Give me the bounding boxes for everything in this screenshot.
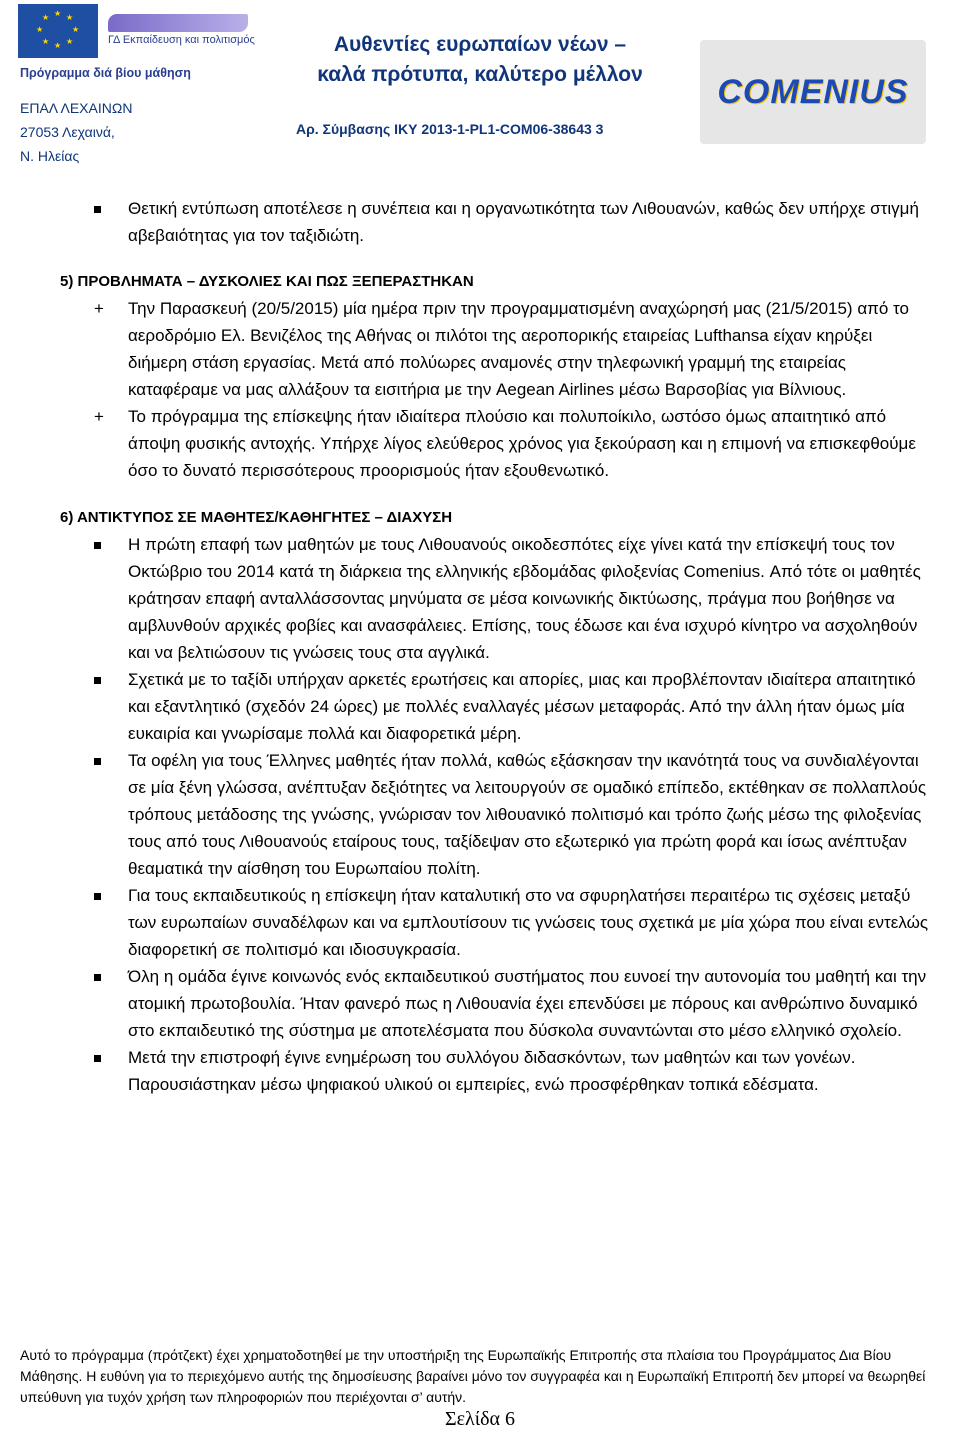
list-item (60, 403, 930, 484)
comenius-logo (700, 40, 926, 144)
section-5 (60, 268, 930, 484)
plus-bullet-icon: + (94, 407, 104, 426)
section-6 (60, 504, 930, 1098)
list-item (60, 963, 930, 1044)
list-item (60, 531, 930, 666)
contract-number: Αρ. Σύμβασης ΙΚΥ 2013-1-PL1-COM06-38643 3 (296, 121, 604, 137)
list-item (60, 195, 930, 249)
list-item (60, 747, 930, 882)
square-bullet-icon (94, 893, 101, 900)
square-bullet-icon (94, 677, 101, 684)
document-body (60, 195, 930, 1098)
item-text: Θετική εντύπωση αποτέλεσε η συνέπεια και η οργανωτικότητα των Λιθουανών, καθώς δεν υπήρχε στιγμή αβεβαιότητας για τον ταξιδιώτη. (128, 199, 919, 245)
item-text: Για τους εκπαιδευτικούς η επίσκεψη ήταν καταλυτική στο να σφυρηλατήσει περαιτέρω τις σχέσεις μεταξύ των ευρωπαίων συναδέλφων και να εμπλουτίσουν τις γνώσεις τους σχετικά με μία χώρα που είναι εντελώς διαφορετική σε πολιτισμό και ιδιοσυγκρασία. (128, 886, 929, 959)
comenius-logo-text: COMENIUS (717, 72, 909, 111)
program-name: Πρόγραμμα διά βίου μάθηση (20, 66, 191, 80)
address-line: ΕΠΑΛ ΛΕΧΑΙΝΩΝ (20, 100, 133, 116)
section-heading: 6) ΑΝΤΙΚΤΥΠΟΣ ΣΕ ΜΑΘΗΤΕΣ/ΚΑΘΗΓΗΤΕΣ – ΔΙΑΧΥΣΗ (60, 509, 453, 526)
item-text: Τα οφέλη για τους Έλληνες μαθητές ήταν πολλά, καθώς εξάσκησαν την ικανότητά τους να συνδιαλέγονται σε μία ξένη γλώσσα, ανέπτυξαν δεξιότητες να λειτουργούν σε ομαδικό επίπεδο, εκτέθηκαν σε πολλαπλούς τρόπους μετάδοσης της γνώσης, γνώρισαν τον λιθουανικό πολιτισμό και τρόπο ζωής μέσω της φιλοξενίας τους από τους Λιθουανούς εταίρους τους, ταξίδεψαν στο εξωτερικό για πρώτη φορά και ίσως ανέπτυξαν θεαματικά την αίσθηση του Ευρωπαίου πολίτη. (128, 751, 927, 878)
list-item (60, 1044, 930, 1098)
item-text: Σχετικά με το ταξίδι υπήρχαν αρκετές ερωτήσεις και απορίες, μιας και προβλέπονταν ιδιαίτερα απαιτητικό και εξαντλητικό (σχεδόν 24 ώρες) με πολλές εναλλαγές μέσων μεταφοράς. Από την άλλη ήταν όμως μία ευκαιρία και γνωρίσαμε πολλά και διαφορετικά μέρη. (128, 670, 916, 743)
list-item (60, 666, 930, 747)
plus-bullet-icon: + (94, 299, 104, 318)
square-bullet-icon (94, 974, 101, 981)
school-address (20, 96, 132, 168)
section-heading: 5) ΠΡΟΒΛΗΜΑΤΑ – ΔΥΣΚΟΛΙΕΣ ΚΑΙ ΠΩΣ ΞΕΠΕΡΑΣΤΗΚΑΝ (60, 273, 474, 290)
title-line: Αυθεντίες ευρωπαίων νέων – (333, 33, 627, 56)
page-number: Σελίδα 6 (444, 1408, 516, 1430)
item-text: Το πρόγραμμα της επίσκεψης ήταν ιδιαίτερα πλούσιο και πολυποίκιλο, ωστόσο όμως απαιτητικό από άποψη φυσικής αντοχής. Υπήρχε λίγος ελεύθερος χρόνος για ξεκούραση και η επιμονή να επισκεφθούμε όσο το δυνατό περισσότερους προορισμούς ήταν εξουθενωτικό. (128, 407, 916, 480)
item-text: Μετά την επιστροφή έγινε ενημέρωση του συλλόγου διδασκόντων, των μαθητών και των γονέων. Παρουσιάστηκαν μέσω ψηφιακού υλικού οι εμπειρίες, ενώ προσφέρθηκαν τοπικά εδέσματα. (128, 1048, 856, 1094)
ministry-logo (108, 14, 268, 64)
eu-disclaimer-footer: Αυτό το πρόγραμμα (πρότζεκτ) έχει χρηματοδοτηθεί με την υποστήριξη της Ευρωπαϊκής Επιτροπής στα πλαίσια του Προγράμματος Δια Βίου Μάθησης. Η ευθύνη για το περιεχόμενο αυτής της δημοσίευσης βαραίνει μόνο τον συγγραφέα και η Ευρωπαϊκή Επιτροπή δεν μπορεί να θεωρηθεί υπεύθυνη για τυχόν χρήση των πληροφοριών που περιέχονται σ’ αυτήν. (20, 1347, 926, 1405)
title-line: καλά πρότυπα, καλύτερο μέλλον (317, 63, 643, 86)
eu-flag-logo: ★ ★ ★ ★ ★ ★ ★ ★ (18, 4, 98, 58)
ministry-name: ΓΔ Εκπαίδευση και πολιτισμός (108, 34, 255, 46)
page-header (0, 0, 960, 170)
item-text: Την Παρασκευή (20/5/2015) μία ημέρα πριν την προγραμματισμένη αναχώρησή μας (21/5/2015) από το αεροδρόμιο Ελ. Βενιζέλος της Αθήνας οι πιλότοι της αεροπορικής εταιρείας Lufthansa είχαν κηρύξει διήμερη στάση εργασίας. Μετά από πολύωρες αναμονές στην τηλεφωνική γραμμή της εταιρείας καταφέραμε να μας αλλάξουν τα εισιτήρια με την Aegean Airlines μέσω Βαρσοβίας για Βίλνιους. (128, 299, 909, 399)
item-text: Η πρώτη επαφή των μαθητών με τους Λιθουανούς οικοδεσπότες είχε γίνει κατά την επίσκεψή τους τον Οκτώβριο του 2014 κατά τη διάρκεια της ελληνικής εβδομάδας φιλοξενίας Comenius. Από τότε οι μαθητές κράτησαν επαφή ανταλλάσσοντας μηνύματα σε μέσα κοινωνικής δικτύωσης, πράγμα που βοήθησε να αμβλυνθούν αρχικές φοβίες και ανασφάλειες. Επίσης, τους έδωσε και ένα ισχυρό κίνητρο να ασχοληθούν και να βελτιώσουν τις γνώσεις τους στα αγγλικά. (128, 535, 921, 662)
square-bullet-icon (94, 1055, 101, 1062)
square-bullet-icon (94, 542, 101, 549)
address-line: Ν. Ηλείας (20, 148, 80, 164)
list-item (60, 882, 930, 963)
address-line: 27053 Λεχαινά, (20, 124, 115, 140)
item-text: Όλη η ομάδα έγινε κοινωνός ενός εκπαιδευτικού συστήματος που ευνοεί την αυτονομία του μαθητή και την ατομική πρωτοβουλία. Ήταν φανερό πως η Λιθουανία έχει επενδύσει με πόρους και ανθρώπινο δυναμικό στο εκπαιδευτικό της σύστημα με αποτελέσματα που δύσκολα συναντώνται στο μέσο ελληνικό σχολείο. (128, 967, 927, 1040)
list-item (60, 295, 930, 403)
square-bullet-icon (94, 206, 101, 213)
square-bullet-icon (94, 758, 101, 765)
project-title (300, 30, 660, 90)
